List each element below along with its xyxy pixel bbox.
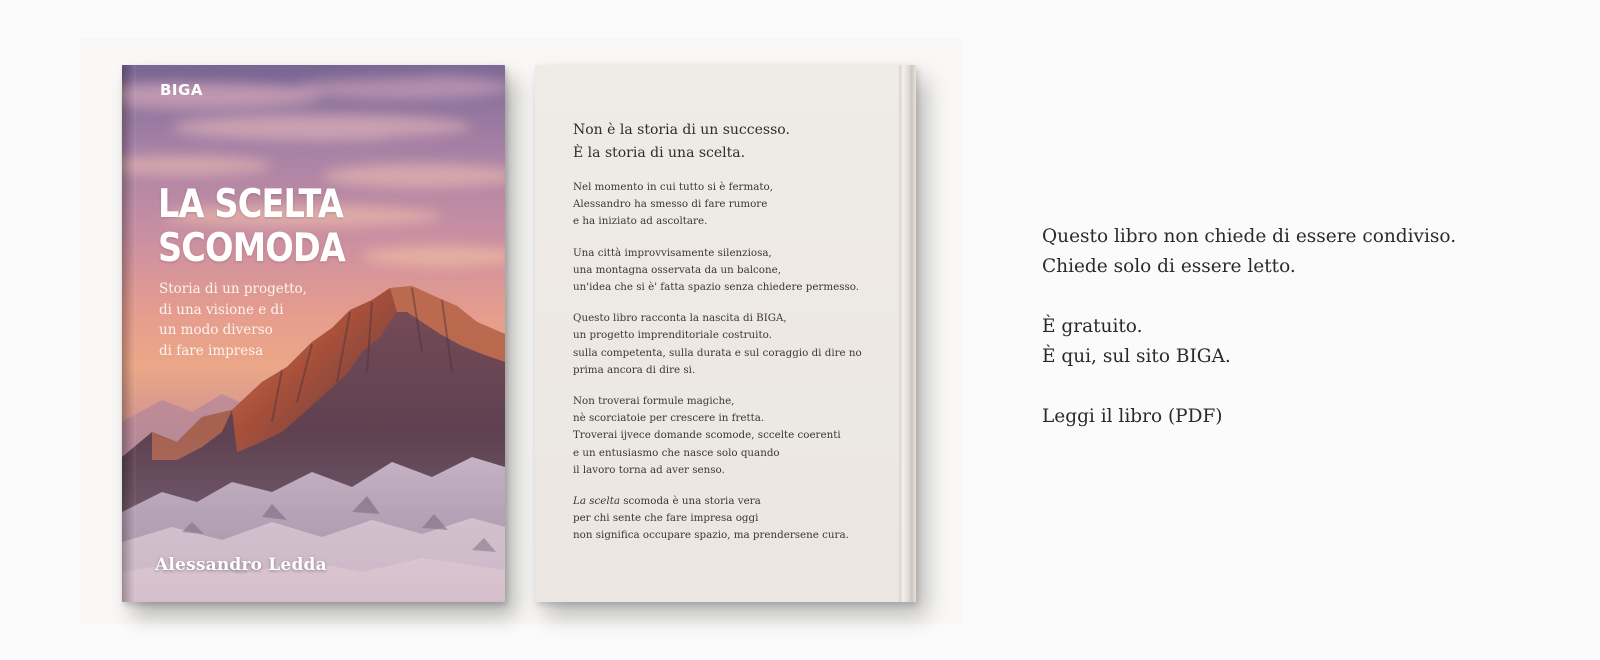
side-copy-gap xyxy=(1042,372,1582,402)
book-front-cover xyxy=(122,65,505,602)
side-copy-line: Questo libro non chiede di essere condiviso. xyxy=(1042,226,1457,247)
back-paragraph-line: il lavoro torna ad aver senso. xyxy=(573,463,725,476)
side-copy-line: È gratuito. xyxy=(1042,316,1143,337)
side-copy-line: È qui, sul sito BIGA. xyxy=(1042,346,1231,367)
back-paragraph xyxy=(573,245,898,297)
back-paragraph xyxy=(573,179,898,231)
back-spine xyxy=(899,65,916,602)
back-paragraph-line: un progetto imprenditoriale costruito. xyxy=(573,329,772,342)
back-cover-text xyxy=(573,119,898,545)
side-copy-line: Chiede solo di essere letto. xyxy=(1042,256,1296,277)
back-paragraph-line: Una città improvvisamente silenziosa, xyxy=(573,246,772,259)
back-paragraph xyxy=(573,393,898,479)
cover-title-line: SCOMODA xyxy=(158,226,345,271)
book-back-cover xyxy=(535,65,916,602)
back-paragraph-line xyxy=(573,493,898,510)
back-paragraph-line-rest: scomoda è una storia vera xyxy=(619,495,761,508)
back-paragraph-line: e un entusiasmo che nasce solo quando xyxy=(573,446,780,459)
back-paragraph xyxy=(573,310,898,379)
back-lead-line: È la storia di una scelta. xyxy=(573,145,746,161)
back-paragraph-line: sulla competenta, sulla durata e sul coraggio di dire no xyxy=(573,346,862,359)
back-paragraph-line: una montagna osservata da un balcone, xyxy=(573,263,781,276)
back-paragraph-line: per chi sente che fare impresa oggi xyxy=(573,512,759,525)
cover-subtitle-line: di fare impresa xyxy=(159,342,264,359)
back-paragraph-line: e ha iniziato ad ascoltare. xyxy=(573,215,708,228)
cover-author: Alessandro Ledda xyxy=(155,555,327,575)
back-paragraph xyxy=(573,493,898,545)
back-paragraph-line: Non troverai formule magiche, xyxy=(573,395,735,408)
cover-subtitle-line: un modo diverso xyxy=(159,322,273,338)
side-copy-gap xyxy=(1042,282,1582,312)
cover-subtitle-line: Storia di un progetto, xyxy=(159,281,307,297)
cover-subtitle xyxy=(159,279,359,361)
read-book-pdf-link[interactable]: Leggi il libro (PDF) xyxy=(1042,406,1223,427)
back-paragraph-line: Alessandro ha smesso di fare rumore xyxy=(573,198,768,211)
cover-brand-logo: BIGA xyxy=(160,81,203,99)
cover-title xyxy=(158,183,345,271)
front-spine-shadow xyxy=(122,65,136,602)
back-paragraph-line: Troverai ijvece domande scomode, sccelte coerenti xyxy=(573,429,841,442)
back-lead-line: Non è la storia di un successo. xyxy=(573,122,790,138)
side-copy xyxy=(1042,222,1582,432)
back-paragraph-line: un'idea che si è' fatta spazio senza chiedere permesso. xyxy=(573,281,860,294)
cover-subtitle-line: di una visione e di xyxy=(159,301,284,318)
back-paragraph-line: Nel momento in cui tutto si è fermato, xyxy=(573,181,773,193)
back-paragraph-line: non significa occupare spazio, ma prendersene cura. xyxy=(573,529,849,542)
cover-title-line: LA SCELTA xyxy=(158,182,344,227)
back-paragraph-line: nè scorciatoie per crescere in fretta. xyxy=(573,412,765,425)
back-paragraph-line: Questo libro racconta la nascita di BIGA, xyxy=(573,312,787,325)
back-paragraph-line: prima ancora di dire si. xyxy=(573,363,696,376)
book-title-italic: La scelta xyxy=(573,495,620,508)
